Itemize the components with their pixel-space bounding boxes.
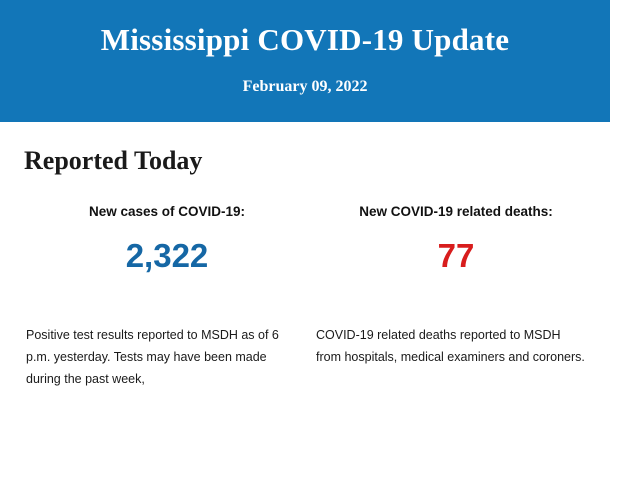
page-header bbox=[0, 0, 610, 122]
stat-new-deaths-label: New COVID-19 related deaths: bbox=[359, 204, 553, 219]
stats-row bbox=[0, 204, 620, 275]
stat-new-cases-value: 2,322 bbox=[125, 237, 209, 274]
notes-row bbox=[0, 325, 620, 391]
stat-new-cases-note: Positive test results reported to MSDH as of 6 p.m. yesterday. Tests may have been made during the past week, bbox=[26, 328, 279, 386]
page-title: Mississippi COVID-19 Update bbox=[100, 22, 510, 57]
stat-new-cases-label: New cases of COVID-19: bbox=[88, 204, 246, 219]
section-heading: Reported Today bbox=[24, 146, 203, 175]
stat-new-deaths bbox=[310, 204, 602, 275]
report-date: February 09, 2022 bbox=[242, 78, 368, 95]
stat-new-cases bbox=[18, 204, 310, 275]
stat-new-deaths-value: 77 bbox=[437, 237, 475, 274]
stat-new-deaths-note: COVID-19 related deaths reported to MSDH from hospitals, medical examiners and coroners. bbox=[316, 328, 585, 364]
